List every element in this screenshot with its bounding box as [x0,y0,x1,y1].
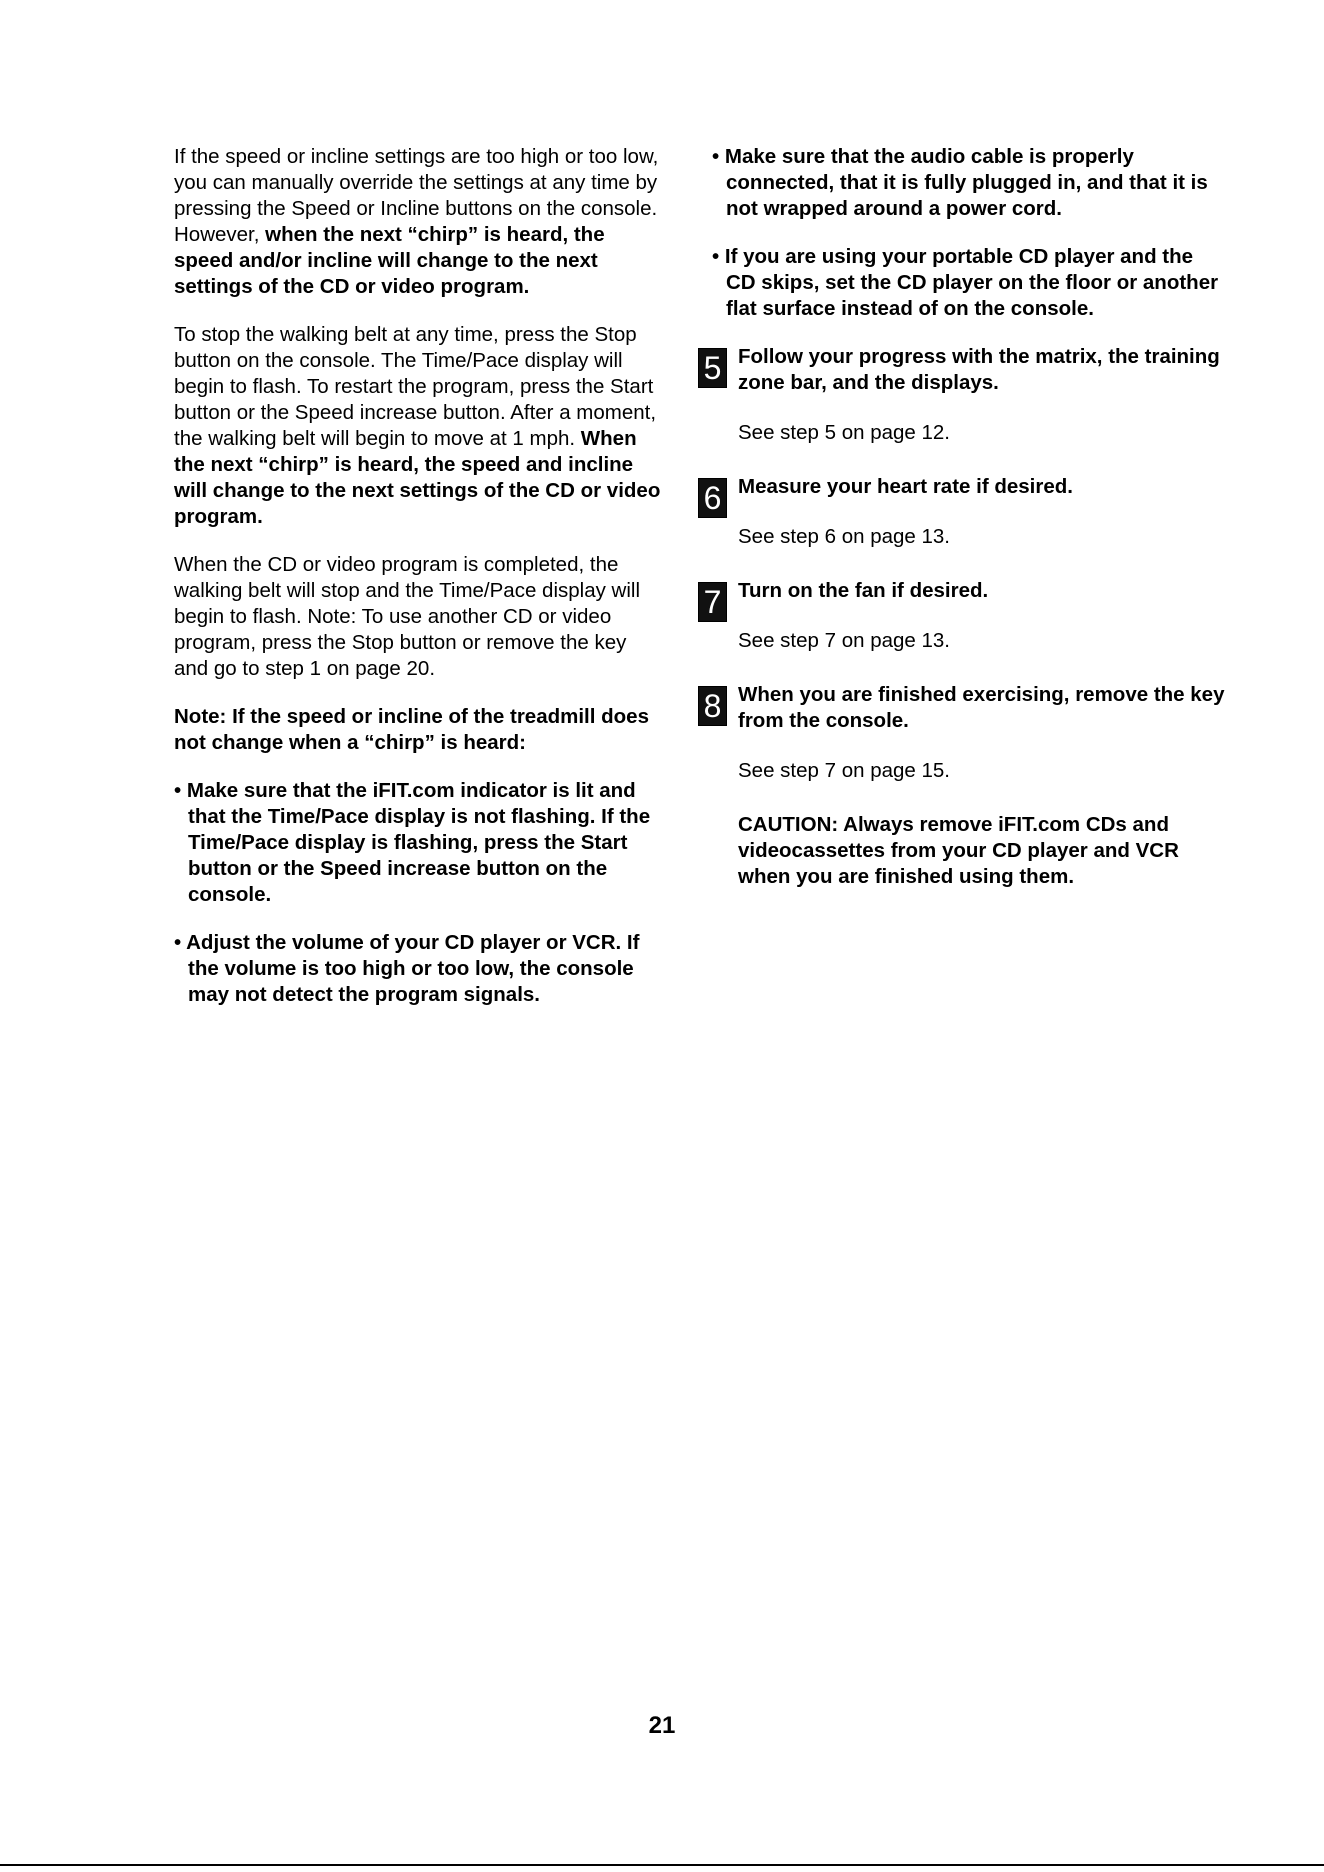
step-5-reference: See step 5 on page 12. [738,421,951,444]
step-number-badge: 7 [698,582,727,622]
step-6 [698,474,1228,516]
step-title: Turn on the fan if desired. [738,579,989,602]
completed-paragraph: When the CD or video program is completed, the walking belt will stop and the Time/Pace display will begin to flash. Note: To use another CD or video program, press the Stop button or remove the key and go to step 1 on page 20. [174,553,641,680]
step-title: When you are finished exercising, remove the key from the console. [738,683,1225,732]
step-8-reference: See step 7 on page 15. [738,759,951,782]
bullet-cd-skips: • If you are using your portable CD player and the CD skips, set the CD player on the floor or another flat surface instead of on the console. [712,245,1219,320]
step-number-badge: 8 [698,686,727,726]
override-paragraph [174,144,662,300]
bullet-volume: • Adjust the volume of your CD player or VCR. If the volume is too high or too low, the console may not detect the program signals. [174,931,640,1006]
override-text: If the speed or incline settings are too high or too low, you can manually override the settings at any time by pressing the Speed or Incline buttons on the console. However, [174,145,659,246]
bottom-rule [0,1864,1324,1866]
stop-bold-text: When the next “chirp” is heard, the speed and incline will change to the next settings of the CD or video program. [174,427,661,528]
bullet-indicator: • Make sure that the iFIT.com indicator is lit and that the Time/Pace display is not flashing. If the Time/Pace display is flashing, press the Start button or the Speed increase button on the console. [174,779,651,906]
right-column [698,144,1228,890]
stop-paragraph [174,322,662,530]
step-7 [698,578,1228,620]
step-number-badge: 5 [698,348,727,388]
override-bold-text: when the next “chirp” is heard, the speed and/or incline will change to the next settings of the CD or video program. [174,223,605,298]
step-7-reference: See step 7 on page 13. [738,629,951,652]
bullet-audio-cable: • Make sure that the audio cable is properly connected, that it is fully plugged in, and that it is not wrapped around a power cord. [712,145,1208,220]
page-number: 21 [648,1712,676,1739]
step-6-reference: See step 6 on page 13. [738,525,951,548]
step-title: Follow your progress with the matrix, the training zone bar, and the displays. [738,345,1220,394]
note-heading: Note: If the speed or incline of the treadmill does not change when a “chirp” is heard: [174,705,649,754]
step-title: Measure your heart rate if desired. [738,475,1073,498]
left-column [174,144,662,1008]
step-number-badge: 6 [698,478,727,518]
caution-note: CAUTION: Always remove iFIT.com CDs and videocassettes from your CD player and VCR when you are finished using them. [738,813,1179,888]
stop-text: To stop the walking belt at any time, press the Stop button on the console. The Time/Pace display will begin to flash. To restart the program, press the Start button or the Speed increase button. After a moment, the walking belt will begin to move at 1 mph. [174,323,657,450]
step-5 [698,344,1228,396]
step-8 [698,682,1228,734]
